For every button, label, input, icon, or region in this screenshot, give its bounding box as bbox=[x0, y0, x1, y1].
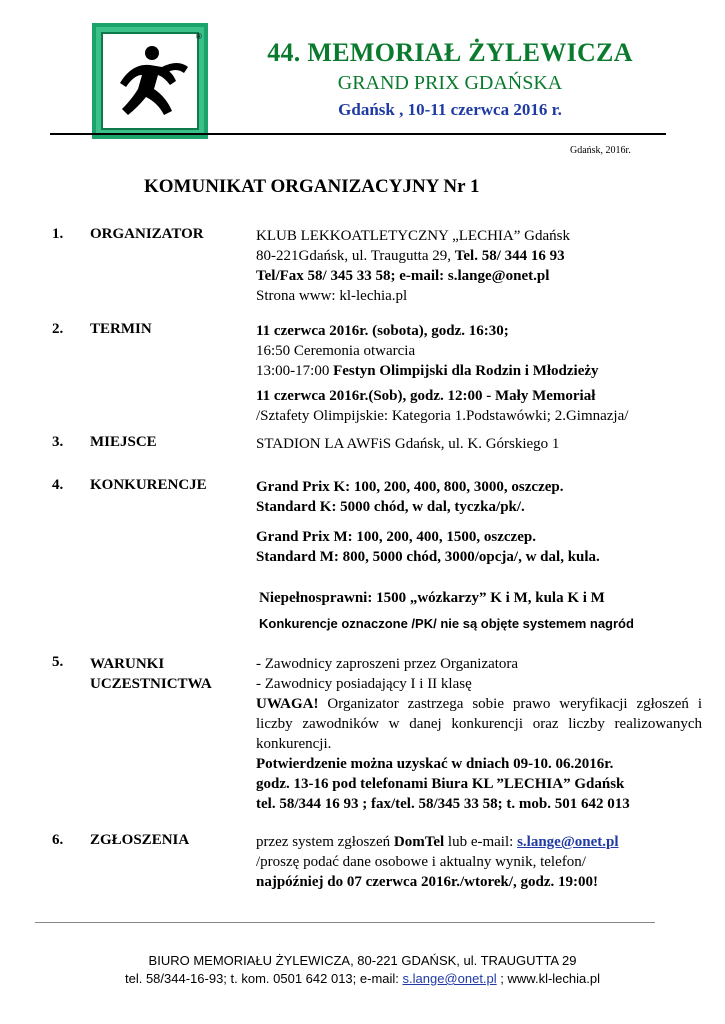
event-dateline: Gdańsk , 10-11 czerwca 2016 r. bbox=[338, 100, 562, 119]
registered-mark: ® bbox=[196, 32, 202, 41]
footer-contact: tel. 58/344-16-93; t. kom. 0501 642 013; e-mail: s.lange@onet.pl ; www.kl-lechia.pl bbox=[125, 971, 600, 986]
page-title: 44. MEMORIAŁ ŻYLEWICZA bbox=[267, 38, 633, 67]
section-body-miejsce: STADION LA AWFiS Gdańsk, ul. K. Górskiego 1 bbox=[256, 436, 560, 452]
section-number: 5. bbox=[52, 654, 64, 670]
header-divider bbox=[50, 133, 666, 135]
section-body-konkurencje-m: Grand Prix M: 100, 200, 400, 1500, oszczep. Standard M: 800, 5000 chód, 3000/opcja/, w dal, kula. bbox=[256, 529, 600, 565]
section-label-warunki: WARUNKI UCZESTNICTWA bbox=[90, 656, 212, 692]
section-label-organizator: ORGANIZATOR bbox=[90, 226, 204, 242]
pk-note: Konkurencje oznaczone /PK/ nie są objęte systemem nagród bbox=[259, 616, 634, 631]
section-body-zgloszenia: przez system zgłoszeń DomTel lub e-mail: s.lange@onet.pl /proszę podać dane osobowe i aktualny wynik, telefon/ najpóźniej do 07 czerwca 2016r./wtorek/, godz. 19:00! bbox=[256, 834, 619, 890]
section-number: 1. bbox=[52, 226, 64, 242]
section-number: 3. bbox=[52, 434, 64, 450]
city-date: Gdańsk, 2016r. bbox=[570, 145, 631, 156]
memorial-logo bbox=[92, 23, 208, 139]
section-body-termin: 11 czerwca 2016r. (sobota), godz. 16:30; 16:50 Ceremonia otwarcia 13:00-17:00 Festyn Olimpijski dla Rodzin i Młodzieży bbox=[256, 323, 599, 379]
section-body-organizator: KLUB LEKKOATLETYCZNY „LECHIA” Gdańsk 80-221Gdańsk, ul. Traugutta 29, Tel. 58/ 344 16 93 Tel/Fax 58/ 345 33 58; e-mail: s.lange@onet.pl Strona www: kl-lechia.pl bbox=[256, 228, 570, 304]
section-label-termin: TERMIN bbox=[90, 321, 152, 337]
footer-divider bbox=[35, 922, 655, 923]
section-body-konkurencje-k: Grand Prix K: 100, 200, 400, 800, 3000, oszczep. Standard K: 5000 chód, w dal, tyczka/pk/. bbox=[256, 479, 564, 515]
section-label-zgloszenia: ZGŁOSZENIA bbox=[90, 832, 190, 848]
footer-email-link[interactable]: s.lange@onet.pl bbox=[402, 971, 497, 986]
footer-address: BIURO MEMORIAŁU ŻYLEWICZA, 80-221 GDAŃSK, ul. TRAUGUTTA 29 bbox=[148, 953, 577, 968]
section-body-termin-extra: 11 czerwca 2016r.(Sob), godz. 12:00 - Mały Memoriał /Sztafety Olimpijskie: Kategoria 1.Podstawówki; 2.Gimnazja/ bbox=[256, 388, 629, 424]
section-body-warunki: - Zawodnicy zaproszeni przez Organizatora - Zawodnicy posiadający I i II klasę UWAGA! Organizator zastrzega sobie prawo weryfikacji zgłoszeń i liczby zawodników w danej konkurencji oraz liczby realizowanych konkurencji. Potwierdzenie można uzyskać w dniach 09-10. 06.2016r. godz. 13-16 pod telefonami Biura KL ”LECHIA” Gdańsk tel. 58/344 16 93 ; fax/tel. 58/345 33 58; t. mob. 501 642 013 bbox=[256, 656, 702, 812]
section-label-miejsce: MIEJSCE bbox=[90, 434, 157, 450]
section-body-niepelnosprawni: Niepełnosprawni: 1500 „wózkarzy” K i M, kula K i M bbox=[259, 590, 605, 606]
section-number: 6. bbox=[52, 832, 64, 848]
section-number: 4. bbox=[52, 477, 64, 493]
page-subtitle: GRAND PRIX GDAŃSKA bbox=[337, 72, 563, 94]
section-label-konkurencje: KONKURENCJE bbox=[90, 477, 207, 493]
section-number: 2. bbox=[52, 321, 64, 337]
document-title: KOMUNIKAT ORGANIZACYJNY Nr 1 bbox=[144, 176, 480, 197]
email-link[interactable]: s.lange@onet.pl bbox=[517, 834, 619, 850]
